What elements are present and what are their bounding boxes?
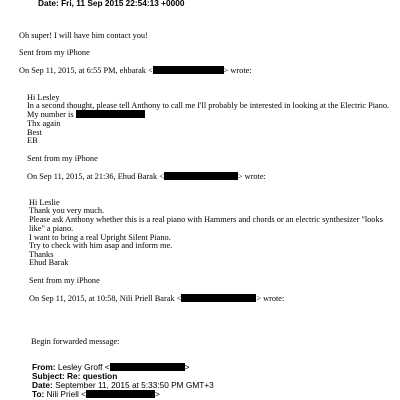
date-header: [38, 0, 184, 8]
ehud-line-4: I want to bring a real Upright Silent Piano.: [29, 233, 171, 242]
reply-signature: Sent from my iPhone: [19, 48, 90, 57]
date-value: Fri, 11 Sep 2015 22:54:13 +0000: [61, 0, 185, 8]
fwd-from-value: Lesley Groff <: [57, 362, 110, 372]
eb-greeting: Hi Lesley: [27, 93, 60, 102]
ehud-quote-line: [29, 294, 284, 304]
reply-quote-line: [19, 66, 252, 76]
date-label: Date:: [38, 0, 59, 8]
fwd-subject-value: Re: question: [67, 371, 118, 381]
redacted-email: [110, 363, 185, 371]
forward-begin: Begin forwarded message:: [31, 337, 120, 346]
eb-signature: Sent from my iPhone: [27, 154, 98, 163]
reply-text: Oh super! I will have him contact you!: [19, 31, 148, 40]
eb-body: In a second thought, please tell Anthony to call me I'll probably be interested in looking at the Electric Piano.: [27, 101, 390, 110]
quote-suffix: > wrote:: [256, 294, 285, 303]
eb-quote-line: [27, 172, 266, 182]
eb-initials: EB: [27, 136, 38, 145]
number-label: My number is: [27, 110, 74, 119]
ehud-greeting: Hi Leslie: [29, 198, 60, 207]
eb-best: Best: [27, 128, 42, 137]
redacted-email: [181, 294, 256, 302]
ehud-line-7: Ehud Barak: [29, 258, 69, 267]
fwd-to-suffix: >: [155, 389, 160, 399]
quote-prefix: On Sep 11, 2015, at 10:58, Nili Priell Barak <: [29, 294, 182, 303]
quote-prefix: On Sep 11, 2015, at 6:55 PM, ehbarak <: [19, 66, 153, 75]
fwd-to-value: Nili Priell <: [46, 389, 87, 399]
quote-suffix: > wrote:: [237, 172, 266, 181]
ehud-line-1: Thank you very much.: [29, 206, 105, 215]
fwd-from-label: From:: [32, 362, 56, 372]
redacted-email: [86, 390, 155, 398]
redacted-phone: [76, 110, 145, 118]
ehud-line-2: Please ask Anthony whether this is a real piano with Hammers and chords or an electric synthesizer "looks: [29, 215, 383, 224]
quote-suffix: > wrote:: [223, 66, 252, 75]
fwd-to-line: [32, 389, 160, 399]
ehud-line-6: Thanks: [29, 250, 54, 259]
redacted-email: [164, 172, 238, 180]
fwd-subject-label: Subject:: [32, 371, 65, 381]
fwd-from-suffix: >: [184, 362, 190, 372]
fwd-to-label: To:: [32, 389, 45, 399]
ehud-signature: Sent from my iPhone: [29, 276, 100, 285]
quote-prefix: On Sep 11, 2015, at 21:36, Ehud Barak <: [27, 172, 164, 181]
ehud-line-5: Try to check with him asap and inform me.: [29, 241, 173, 250]
ehud-line-3: like" a piano.: [29, 224, 74, 233]
eb-thanks: Thx again: [27, 119, 61, 128]
redacted-email: [153, 66, 224, 74]
fwd-date-value: September 11, 2015 at 5:33:50 PM GMT+3: [55, 380, 214, 390]
fwd-date-label: Date:: [32, 380, 53, 390]
